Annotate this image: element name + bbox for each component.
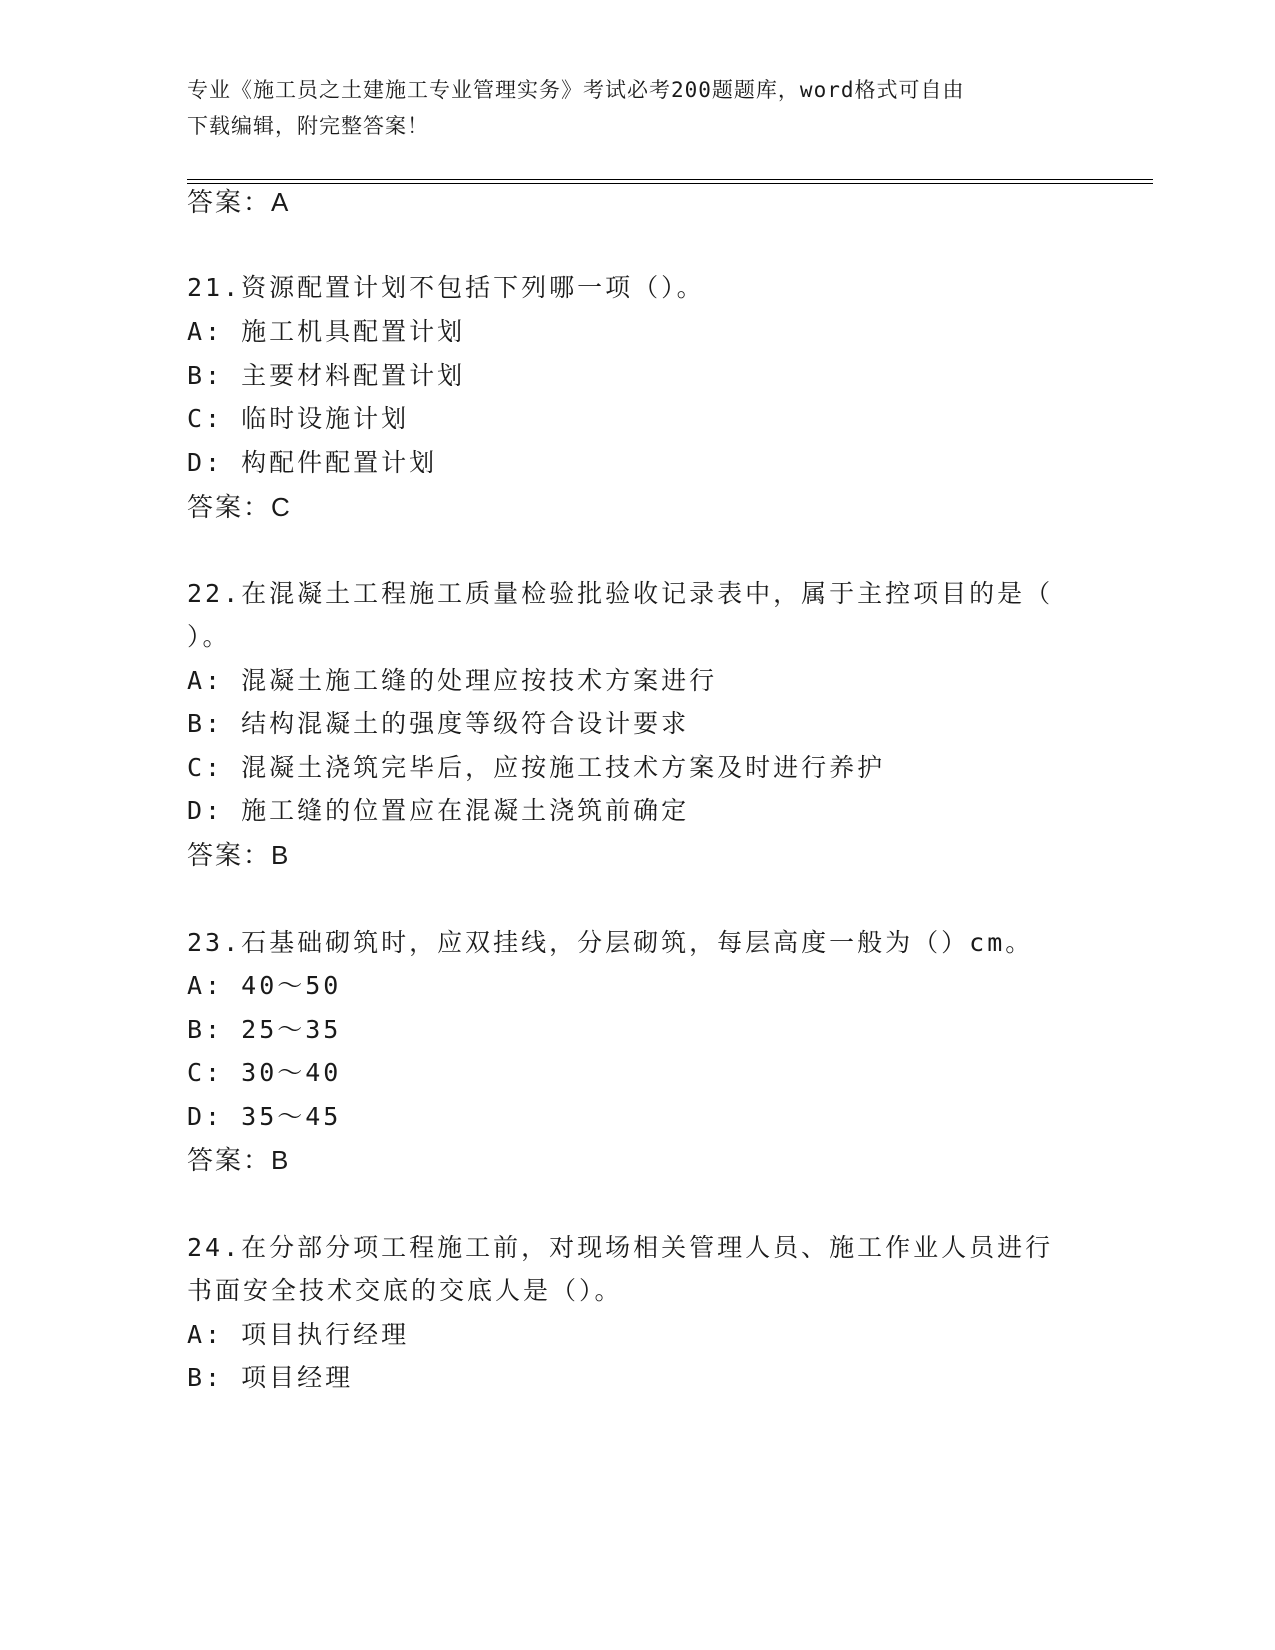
option-b: B: 项目经理 [187,1363,354,1392]
option-d: D: 施工缝的位置应在混凝土浇筑前确定 [187,796,690,825]
header-divider-bottom [187,183,1153,184]
question-stem: 23.石基础砌筑时，应双挂线，分层砌筑，每层高度一般为（）cm。 [187,928,1034,957]
answer: 答案：B [187,1145,291,1175]
option-a: A: 40～50 [187,971,342,1000]
question-stem-continued: ）。 [187,622,231,651]
option-d: D: 35～45 [187,1102,342,1131]
answer: 答案：B [187,840,291,870]
question-stem-continued: 书面安全技术交底的交底人是（）。 [187,1276,623,1305]
option-c: C: 混凝土浇筑完毕后，应按施工技术方案及时进行养护 [187,753,886,782]
answer: 答案：C [187,492,292,522]
header-line-2: 下载编辑，附完整答案！ [187,114,429,138]
option-a: A: 施工机具配置计划 [187,317,466,346]
question-stem: 21.资源配置计划不包括下列哪一项（）。 [187,273,705,302]
option-c: C: 30～40 [187,1058,342,1087]
option-d: D: 构配件配置计划 [187,448,438,477]
option-b: B: 结构混凝土的强度等级符合设计要求 [187,709,690,738]
header-divider-top [187,179,1153,180]
question-stem: 22.在混凝土工程施工质量检验批验收记录表中，属于主控项目的是（ [187,579,1054,608]
option-b: B: 主要材料配置计划 [187,361,466,390]
option-a: A: 项目执行经理 [187,1320,410,1349]
question-stem: 24.在分部分项工程施工前，对现场相关管理人员、施工作业人员进行 [187,1233,1054,1262]
option-c: C: 临时设施计划 [187,404,410,433]
header-line-1: 专业《施工员之土建施工专业管理实务》考试必考200题题库，word格式可自由 [187,78,965,102]
document-header [187,72,1067,144]
previous-answer: 答案：A [187,187,291,217]
option-b: B: 25～35 [187,1015,342,1044]
option-a: A: 混凝土施工缝的处理应按技术方案进行 [187,666,718,695]
